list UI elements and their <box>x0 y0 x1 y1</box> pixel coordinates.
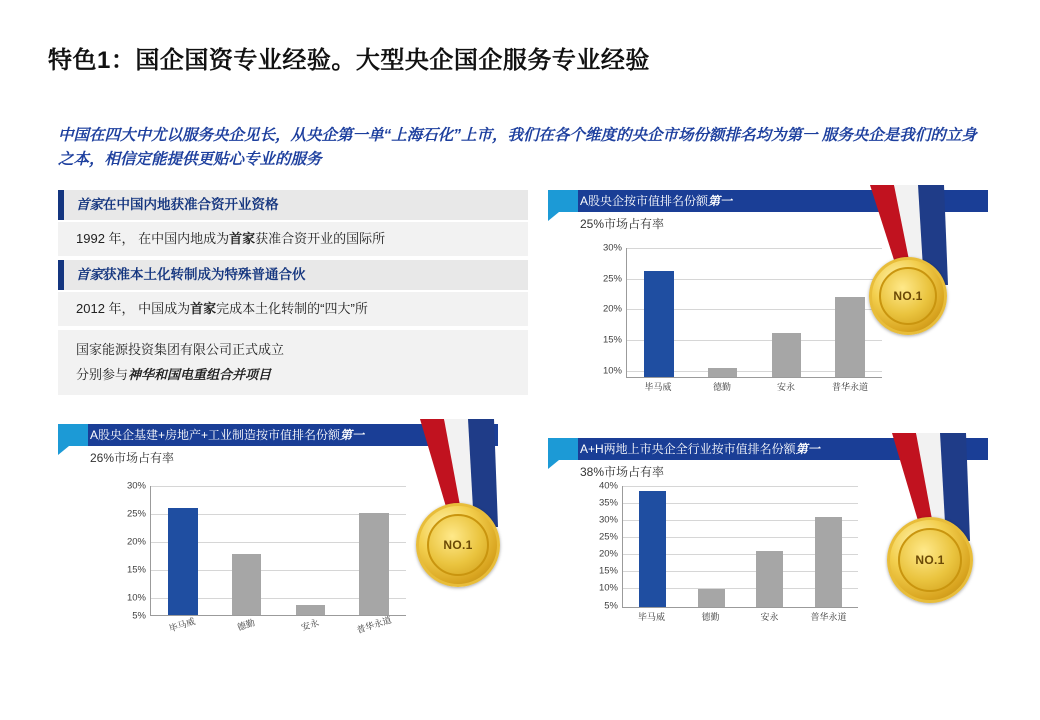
bar-value <box>756 551 783 607</box>
y-tick: 25% <box>598 531 618 543</box>
card-bottom-right-title-text: A+H两地上市央企全行业按市值排名份额 <box>580 442 796 456</box>
chart-bottom-right <box>588 480 858 626</box>
x-tick: 普华永道 <box>355 614 393 636</box>
feature-2-body-pre: 2012 年， 中国成为 <box>76 301 191 316</box>
bar-slot <box>690 486 732 607</box>
card-top-right-title-emphasis: 第一 <box>708 194 733 208</box>
card-bottom-left-title-text: A股央企基建+房地产+工业制造按市值排名份额 <box>90 428 341 442</box>
feature-2-heading-rest: 获准本土化转制成为特殊普通合伙 <box>103 267 306 282</box>
feature-1-heading-rest: 在中国内地获准合资开业资格 <box>103 197 279 212</box>
y-tick: 5% <box>132 610 146 622</box>
x-tick: 普华永道 <box>831 382 868 392</box>
x-tick: 毕马威 <box>637 612 665 622</box>
x-tick: 德勤 <box>235 617 257 633</box>
bar-slot <box>287 486 333 615</box>
medal-bottom-left <box>398 419 518 589</box>
bar-slot <box>631 486 673 607</box>
feature-1-body-emphasis: 首家 <box>229 231 256 246</box>
medal-bottom-right <box>870 433 990 603</box>
x-tick: 德勤 <box>712 382 731 392</box>
feature-3-line-1: 国家能源投资集团有限公司正式成立 <box>76 342 285 357</box>
chart-bottom-right-y-axis <box>588 480 622 626</box>
feature-2-body-post: 完成本土化转制的“四大”所 <box>216 301 368 316</box>
chart-bottom-left <box>116 480 406 636</box>
bar-slot <box>351 486 397 615</box>
y-tick: 15% <box>602 334 622 346</box>
card-bottom-right-title-emphasis: 第一 <box>795 442 820 456</box>
page-title: 特色1：国企国资专业经验。大型央企国企服务专业经验 <box>48 47 650 74</box>
bar-value <box>359 513 388 615</box>
bar-value <box>644 271 673 377</box>
intro-paragraph: 中国在四大中尤以服务央企见长，从央企第一单“上海石化”上市，我们在各个维度的央企市场份额排名均为第一 服务央企是我们的立身之本，相信定能提供更贴心专业的服务 <box>58 127 977 169</box>
y-tick: 40% <box>598 480 618 492</box>
bar-value <box>708 368 737 377</box>
card-bottom-left-title-emphasis: 第一 <box>340 428 365 442</box>
feature-1-body <box>58 220 528 256</box>
bar-slot <box>763 248 809 377</box>
left-feature-panel <box>58 190 528 395</box>
card-bottom-left-title <box>90 424 364 446</box>
chart-bottom-left-plot-area <box>150 486 406 616</box>
feature-1-body-post: 获准合资开业的国际所 <box>255 231 386 246</box>
medal-disc <box>869 257 947 335</box>
feature-block-2 <box>58 260 528 326</box>
y-tick: 10% <box>602 365 622 377</box>
bar-value <box>168 508 197 615</box>
chart-bottom-right-plot-area <box>622 486 858 608</box>
chart-bottom-left-bars <box>151 486 406 615</box>
y-tick: 30% <box>126 480 146 492</box>
feature-3-line-2 <box>76 363 510 388</box>
x-tick: 毕马威 <box>167 616 197 634</box>
bar-slot <box>807 486 849 607</box>
medal-disc <box>416 503 500 587</box>
chart-top-right <box>592 242 882 396</box>
card-bottom-left-subtitle: 26%市场占有率 <box>90 451 175 465</box>
card-bottom-right-subtitle: 38%市场占有率 <box>580 465 665 479</box>
feature-1-heading-emphasis: 首家 <box>76 197 103 212</box>
medal-disc <box>887 517 973 603</box>
y-tick: 20% <box>126 536 146 548</box>
chart-top-right-plot-area <box>626 248 882 378</box>
x-tick: 安永 <box>299 617 321 633</box>
y-tick: 35% <box>598 497 618 509</box>
x-tick: 普华永道 <box>810 612 847 622</box>
feature-1-heading <box>58 190 528 220</box>
bar-slot <box>749 486 791 607</box>
chart-top-right-x-axis <box>626 378 882 396</box>
feature-3-line-2-emphasis: 神华和国电重组合并项目 <box>128 366 272 382</box>
medal-label: NO.1 <box>898 528 962 592</box>
feature-2-heading-emphasis: 首家 <box>76 267 103 282</box>
y-tick: 10% <box>126 592 146 604</box>
card-top-right-title <box>580 190 732 212</box>
y-tick: 25% <box>602 273 622 285</box>
feature-block-3 <box>58 330 528 395</box>
card-top-right-title-text: A股央企按市值排名份额 <box>580 194 709 208</box>
y-tick: 5% <box>604 600 618 612</box>
feature-2-heading <box>58 260 528 290</box>
medal-top-right <box>848 185 968 345</box>
x-tick: 安永 <box>776 382 795 392</box>
x-tick: 德勤 <box>701 612 720 622</box>
bar-value <box>698 589 725 607</box>
y-tick: 25% <box>126 508 146 520</box>
chart-bottom-right-bars <box>623 486 858 607</box>
card-top-right <box>548 190 988 392</box>
y-tick: 30% <box>598 514 618 526</box>
chart-bottom-left-x-axis <box>150 616 406 634</box>
chart-top-right-y-axis <box>592 242 626 396</box>
bar-slot <box>700 248 746 377</box>
chart-bottom-left-y-axis <box>116 480 150 634</box>
feature-2-body-emphasis: 首家 <box>190 301 217 316</box>
bar-value <box>232 554 261 615</box>
feature-2-body <box>58 290 528 326</box>
card-bottom-right <box>548 438 988 622</box>
feature-3-line-2-pre: 分别参与 <box>76 366 129 382</box>
card-bottom-right-tab <box>548 438 578 460</box>
bar-value <box>639 491 666 607</box>
bar-slot <box>224 486 270 615</box>
bar-slot <box>636 248 682 377</box>
feature-1-body-pre: 1992 年， 在中国内地成为 <box>76 231 230 246</box>
card-bottom-right-title <box>580 438 820 460</box>
chart-bottom-right-x-axis <box>622 608 858 626</box>
y-tick: 30% <box>602 242 622 254</box>
x-tick: 毕马威 <box>644 382 672 392</box>
card-top-right-subtitle: 25%市场占有率 <box>580 217 665 231</box>
medal-label: NO.1 <box>879 267 937 325</box>
y-tick: 20% <box>598 548 618 560</box>
card-top-right-tab <box>548 190 578 212</box>
y-tick: 10% <box>598 582 618 594</box>
chart-top-right-bars <box>627 248 882 377</box>
bar-slot <box>160 486 206 615</box>
y-tick: 15% <box>598 565 618 577</box>
card-bottom-left <box>58 424 498 636</box>
y-tick: 15% <box>126 564 146 576</box>
bar-value <box>772 333 801 377</box>
medal-label: NO.1 <box>427 514 489 576</box>
card-bottom-left-tab <box>58 424 88 446</box>
y-tick: 20% <box>602 303 622 315</box>
x-tick: 安永 <box>760 612 779 622</box>
bar-value <box>815 517 842 607</box>
feature-block-1 <box>58 190 528 256</box>
